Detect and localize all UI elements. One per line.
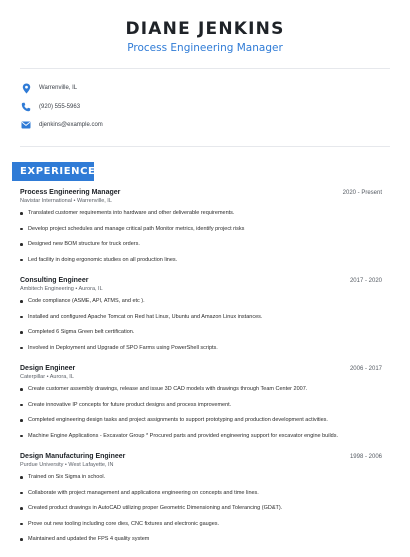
job-bullet: Led facility in doing ergonomic studies on all production lines.	[20, 257, 382, 273]
contact-location	[20, 79, 103, 98]
divider	[20, 68, 390, 69]
job-dates: 1998 - 2006	[349, 454, 382, 460]
job-bullet: Create customer assembly drawings, release and issue 3D CAD models with drawings through Team Center 2007.	[20, 386, 382, 402]
contact-info	[20, 79, 103, 135]
contact-phone	[20, 98, 103, 117]
email-text: djenkins@example.com	[39, 122, 103, 129]
job-bullet: Completed 6 Sigma Green belt certification.	[20, 329, 382, 345]
job-bullet: Translated customer requirements into hardware and other deliverable requirements.	[20, 210, 382, 226]
job-title: Design Engineer	[20, 365, 76, 372]
phone-icon	[20, 101, 32, 113]
job-bullet: Trained on Six Sigma in school.	[20, 474, 382, 490]
resume-header	[0, 0, 410, 55]
phone-text: (920) 555-5963	[39, 103, 81, 110]
job-company: Ambitech Engineering • Aurora, IL	[20, 286, 103, 292]
experience-list	[20, 189, 382, 557]
job-dates: 2020 - Present	[342, 190, 382, 196]
job-bullet: Machine Engine Applications - Excavator Group * Procured parts and provided engineering support for excavator engine builds.	[20, 433, 382, 449]
email-icon	[20, 119, 32, 131]
job-title: Design Manufacturing Engineer	[20, 453, 126, 460]
contact-email	[20, 116, 103, 135]
job-dates: 2006 - 2017	[349, 366, 382, 372]
job-header	[20, 277, 382, 284]
job-bullet: Develop project schedules and manage critical path Monitor metrics, identify project risks	[20, 226, 382, 242]
job-header	[20, 365, 382, 372]
job-header	[20, 453, 382, 460]
job-entry	[20, 453, 382, 552]
job-company: Purdue University • West Lafayette, IN	[20, 462, 114, 468]
job-title: Consulting Engineer	[20, 277, 89, 284]
job-bullet: Created product drawings in AutoCAD utilizing proper Geometric Dimensioning and Tolerancing (GD&T).	[20, 505, 382, 521]
job-dates: 2017 - 2020	[349, 278, 382, 284]
job-bullet: Involved in Deployment and Upgrade of SPO Farms using PowerShell scripts.	[20, 345, 382, 361]
job-bullet: Code compliance (ASME, API, ATMS, and etc ).	[20, 298, 382, 314]
location-pin-icon	[20, 82, 32, 94]
candidate-name: DIANE JENKINS	[125, 19, 285, 39]
job-bullets	[20, 298, 382, 360]
job-company: Navistar International • Warrenville, IL	[20, 198, 112, 204]
candidate-title: Process Engineering Manager	[127, 42, 283, 54]
job-bullet: Create innovative IP concepts for future product designs and process improvement.	[20, 402, 382, 418]
job-bullet: Installed and configured Apache Tomcat on Red hat Linux, Ubuntu and Amazon Linux instances.	[20, 314, 382, 330]
job-bullet: Maintained and updated the FPS 4 quality system	[20, 536, 382, 552]
job-bullet: Collaborate with project management and applications engineering on concepts and time lines.	[20, 490, 382, 506]
job-title: Process Engineering Manager	[20, 189, 121, 196]
experience-heading: EXPERIENCE	[12, 162, 94, 181]
job-header	[20, 189, 382, 196]
job-bullets	[20, 210, 382, 272]
job-bullet: Designed new BOM structure for truck orders.	[20, 241, 382, 257]
job-company: Caterpillar • Aurora, IL	[20, 374, 74, 380]
job-bullet: Prove out new tooling including core dies, CNC fixtures and electronic gauges.	[20, 521, 382, 537]
job-entry	[20, 189, 382, 272]
job-bullets	[20, 386, 382, 448]
job-bullet: Completed engineering design tasks and project assignments to support prototyping and production development activities.	[20, 417, 382, 433]
job-entry	[20, 365, 382, 448]
job-bullets	[20, 474, 382, 552]
location-text: Warrenville, IL	[39, 85, 78, 92]
divider	[20, 146, 390, 147]
job-entry	[20, 277, 382, 360]
